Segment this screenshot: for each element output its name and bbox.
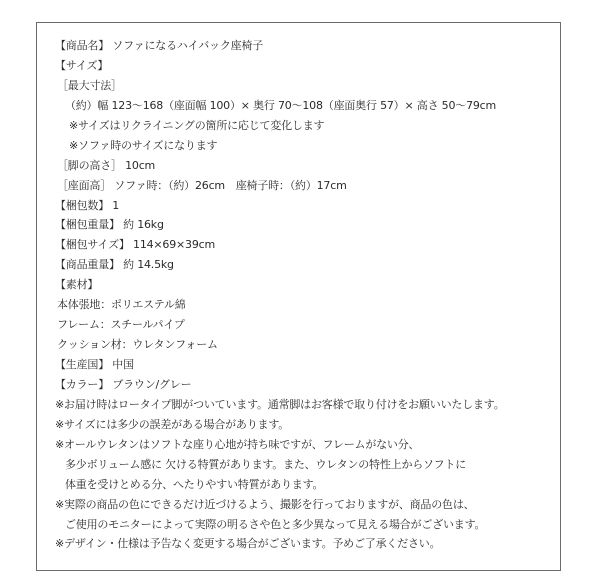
spec-line: 【生産国】 中国 [55,358,134,371]
spec-line: 本体張地：ポリエステル綿 [57,298,186,312]
spec-line: ※サイズはリクライニングの箇所に応じて変化します [69,118,325,132]
spec-line: 【梱包数】 1 [55,198,120,212]
spec-line: ※実際の商品の色にできるだけ近づけるよう、撮影を行っておりますが、商品の色は、 [55,497,475,511]
spec-line: 【商品重量】 約 14.5kg [55,258,174,272]
spec-line: 【カラー】 ブラウン/グレー [55,377,192,391]
spec-line: ［座面高］ ソファ時：（約）26cm 座椅子時：（約）17cm [57,178,347,192]
spec-line: ※ソファ時のサイズになります [69,138,218,152]
spec-list [55,36,554,554]
spec-line: クッション材：ウレタンフォーム [57,338,218,352]
spec-line: ※サイズには多少の誤差がある場合があります。 [55,417,290,431]
spec-line: ご使用のモニターによって実際の明るさや色と多少異なって見える場合がございます。 [65,517,486,531]
spec-line: フレーム：スチールパイプ [57,318,185,332]
spec-line: ※デザイン・仕様は予告なく変更する場合がございます。予めご了承ください。 [55,537,441,551]
spec-line: 多少ボリューム感に 欠ける特質があります。また、ウレタンの特性上からソフトに [65,457,467,471]
spec-line: 【商品名】 ソファになるハイバック座椅子 [55,39,264,52]
spec-line: 【梱包重量】 約 16kg [55,218,164,232]
spec-line: ※オールウレタンはソフトな座り心地が持ち味ですが、フレームがない分、 [55,437,420,451]
spec-line: 【梱包サイズ】 114×69×39cm [55,238,216,252]
spec-line: 【サイズ】 [55,58,109,72]
product-spec-box [36,22,561,571]
spec-line: ［最大寸法］ [57,78,122,92]
spec-line: ※お届け時はロータイプ脚がついています。通常脚はお客様で取り付けをお願いいたします。 [55,397,505,411]
spec-line: ［脚の高さ］ 10cm [57,158,156,172]
spec-line: 【素材】 [55,278,99,292]
spec-line: （約）幅 123～168（座面幅 100）× 奥行 70～108（座面奥行 57）× 高さ 50～79cm [65,98,497,112]
spec-line: 体重を受けとめる分、へたりやすい特質があります。 [65,477,324,491]
